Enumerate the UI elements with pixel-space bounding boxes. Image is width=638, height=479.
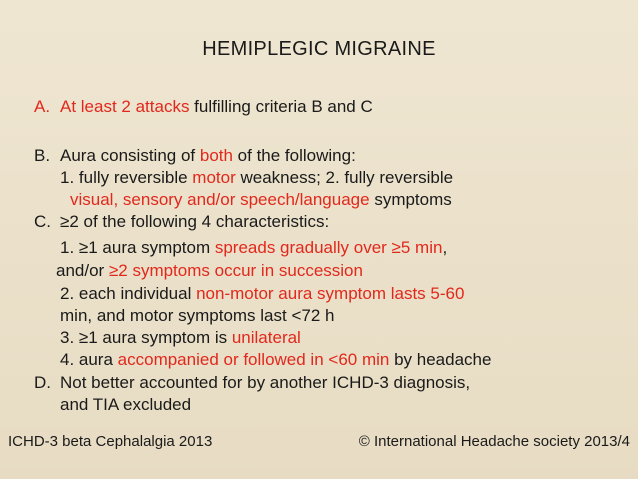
slide-title: HEMIPLEGIC MIGRAINE — [202, 38, 436, 60]
criterion-c-text: 4. aura — [60, 350, 118, 369]
criterion-b-highlight: visual, sensory and/or speech/language — [70, 190, 370, 209]
criterion-c-line5 — [60, 306, 334, 326]
criterion-d-label: D. — [34, 373, 51, 392]
criterion-b-text: Aura consisting of — [60, 146, 200, 165]
criterion-a-label: A. — [34, 97, 51, 116]
criterion-a — [34, 97, 373, 117]
criterion-b-line3 — [70, 190, 452, 210]
criterion-c-highlight: spreads gradually over ≥5 min — [214, 238, 443, 257]
criterion-c-line1 — [34, 212, 329, 232]
criterion-c-line4 — [60, 284, 464, 304]
criterion-c-highlight: unilateral — [231, 328, 301, 347]
criterion-d-line1 — [34, 373, 470, 393]
criterion-b-label: B. — [34, 146, 51, 165]
criterion-b-highlight: both — [199, 146, 233, 165]
criterion-c-text: min, and motor symptoms last <72 h — [60, 306, 335, 325]
criterion-a-text: fulfilling criteria B and C — [189, 97, 373, 116]
criterion-c-text: 2. each individual — [60, 284, 197, 303]
criterion-c-label: C. — [34, 212, 51, 231]
criterion-c-line3 — [56, 261, 363, 281]
criterion-c-highlight: accompanied or followed in <60 min — [117, 350, 390, 369]
criterion-b-highlight: motor — [192, 168, 236, 187]
criterion-b-text: 1. fully reversible — [60, 168, 193, 187]
criterion-b-line1 — [34, 146, 356, 166]
criterion-b-line2 — [60, 168, 453, 188]
criterion-c-text: 3. ≥1 aura symptom is — [60, 328, 232, 347]
footer-source: ICHD-3 beta Cephalalgia 2013 — [8, 433, 213, 450]
criterion-c-text: 1. ≥1 aura symptom — [60, 238, 215, 257]
criterion-b-text: of the following: — [232, 146, 356, 165]
criterion-c-text: and/or — [56, 261, 109, 280]
criterion-c-highlight: non-motor aura symptom lasts 5-60 — [196, 284, 465, 303]
criterion-b-text: weakness; 2. fully reversible — [235, 168, 454, 187]
criterion-d-text: and TIA excluded — [60, 395, 192, 414]
criterion-c-line7 — [60, 350, 491, 370]
criterion-d-line2 — [60, 395, 191, 415]
criterion-c-line6 — [60, 328, 301, 348]
criterion-c-text: , — [442, 238, 448, 257]
criterion-c-line2 — [60, 238, 447, 258]
criterion-b-text: symptoms — [369, 190, 452, 209]
criterion-c-text: by headache — [389, 350, 492, 369]
criterion-a-highlight: At least 2 attacks — [60, 97, 190, 116]
criterion-c-highlight: ≥2 symptoms occur in succession — [108, 261, 363, 280]
criterion-d-text: Not better accounted for by another ICHD-3 diagnosis, — [60, 373, 471, 392]
footer-copyright: © International Headache society 2013/4 — [358, 433, 630, 450]
criterion-c-text: ≥2 of the following 4 characteristics: — [60, 212, 330, 231]
